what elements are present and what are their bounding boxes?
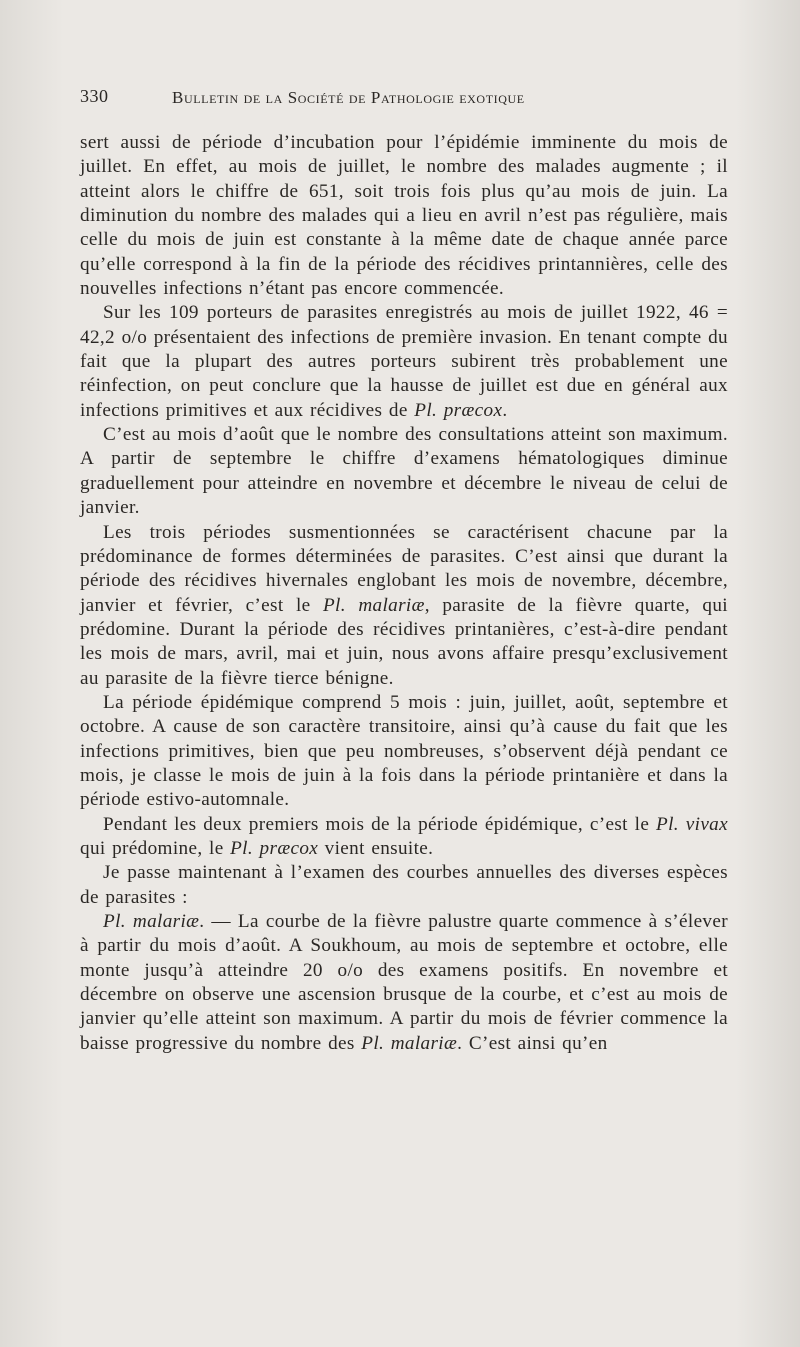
paragraph (80, 301, 728, 423)
paragraph (80, 423, 728, 520)
body-text (80, 131, 728, 1056)
paragraph (80, 813, 728, 862)
paragraph (80, 691, 728, 813)
text-segment: . — La courbe de la fièvre palustre quarte commence à s’élever à partir du mois d’août. A Soukhoum, au mois de septembre et octobre, elle monte jusqu’à atteindre 20 o/o des examens positifs. En novembre et décembre on observe une ascension brusque de la courbe, et c’est au mois de janvier qu’elle atteint son maximum. A partir du mois de février commence la baisse progressive du nombre des (80, 911, 728, 1054)
text-segment: Les trois périodes susmentionnées se caractérisent chacune par la prédominance de formes déterminées de parasites. C’est ainsi que durant la période des récidives hivernales englobant les mois de novembre, décembre, janvier et février, c’est le (80, 521, 728, 616)
species-name: Pl. vivax (656, 813, 728, 835)
text-segment: qui prédomine, le (80, 837, 231, 859)
text-segment: . (502, 399, 508, 421)
text-segment: sert aussi de période d’incubation pour l’épidémie imminente du mois de juillet. En effet, au mois de juillet, le nombre des malades augmente ; il atteint alors le chiffre de 651, soit trois fois plus qu’au mois de juin. La diminution du nombre des malades qui a lieu en avril n’est pas régulière, mais celle du mois de juin est constante à la même date de chaque année parce qu’elle correspond à la fin de la période des récidives printannières, celle des nouvelles infections n’étant pas encore commencée. (80, 132, 728, 300)
running-title: Bulletin de la Société de Pathologie exotique (172, 88, 525, 107)
text-segment: Sur les 109 porteurs de parasites enregistrés au mois de juillet 1922, 46 = 42,2 o/o présentaient des infections de première invasion. En tenant compte du fait que la plupart des autres porteurs subirent très probablement une réinfection, on peut conclure que la hausse de juillet est due en général aux infections primitives et aux récidives de (80, 302, 728, 421)
text-segment: Je passe maintenant à l’examen des courbes annuelles des diverses espèces de parasites : (80, 862, 728, 908)
text-segment: , parasite de la fièvre quarte, qui prédomine. Durant la période des récidives printanières, c’est-à-dire pendant les mois de mars, avril, mai et juin, nous avons affaire presqu’exclusivement au parasite de la fièvre tierce bénigne. (80, 594, 728, 689)
species-name: Pl. præcox (414, 399, 503, 421)
paragraph (80, 910, 728, 1056)
paragraph (80, 861, 728, 910)
paragraph (80, 131, 728, 301)
text-segment: vient ensuite. (318, 837, 434, 859)
paragraph (80, 521, 728, 691)
text-segment: C’est au mois d’août que le nombre des consultations atteint son maximum. A partir de septembre le chiffre d’examens hématologiques diminue graduellement pour atteindre en novembre et décembre le niveau de celui de janvier. (80, 424, 728, 519)
text-segment: Pendant les deux premiers mois de la période épidémique, c’est le (103, 813, 657, 835)
text-segment: . C’est ainsi qu’en (457, 1032, 608, 1054)
species-name: Pl. malariæ (322, 594, 425, 616)
page-header (80, 86, 730, 110)
page-number: 330 (80, 86, 109, 106)
text-segment: La période épidémique comprend 5 mois : juin, juillet, août, septembre et octobre. A cause de son caractère transitoire, ainsi qu’à cause du fait que les infections primitives, bien que peu nombreuses, s’observent déjà pendant ce mois, je classe le mois de juin à la fois dans la période printanière et dans la période estivo-automnale. (80, 691, 728, 811)
species-name: Pl. malariæ (103, 911, 200, 932)
species-name: Pl. malariæ (361, 1032, 458, 1054)
species-name: Pl. præcox (230, 837, 319, 859)
